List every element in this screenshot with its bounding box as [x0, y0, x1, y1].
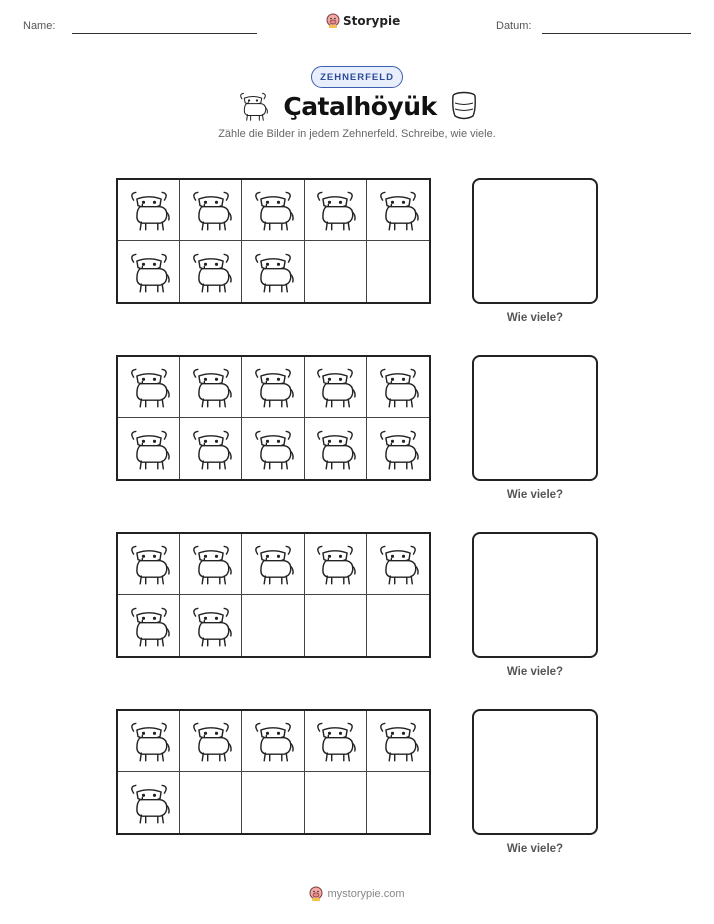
ten-frame-cell-empty: [180, 772, 242, 833]
bull-icon: [251, 720, 295, 762]
ten-frame: [116, 532, 431, 658]
bull-icon: [313, 366, 357, 408]
bull-icon: [313, 720, 357, 762]
ten-frame-cell-filled: [118, 241, 180, 302]
ten-frame-cell-filled: [367, 357, 429, 418]
date-line[interactable]: [542, 33, 691, 34]
ten-frame-cell-empty: [305, 772, 367, 833]
ten-frame-cell-filled: [367, 711, 429, 772]
ten-frame-cell-filled: [242, 418, 304, 479]
bull-icon: [251, 251, 295, 293]
bull-icon: [127, 782, 171, 824]
ten-frame-cell-filled: [118, 180, 180, 241]
bull-icon: [313, 428, 357, 470]
bull-icon: [127, 189, 171, 231]
ten-frame-cell-filled: [118, 418, 180, 479]
ten-frame-cell-empty: [367, 595, 429, 656]
bull-icon: [189, 366, 233, 408]
ten-frame-cell-filled: [118, 711, 180, 772]
bull-icon: [376, 189, 420, 231]
ten-frame-cell-filled: [367, 418, 429, 479]
answer-label: Wie viele?: [506, 666, 564, 678]
bull-icon: [189, 428, 233, 470]
ten-frame-cell-filled: [118, 595, 180, 656]
bull-icon: [189, 720, 233, 762]
pig-mascot-icon: [326, 13, 340, 29]
answer-box[interactable]: [472, 355, 598, 481]
bull-icon: [127, 428, 171, 470]
bull-icon: [127, 251, 171, 293]
bull-icon: [189, 605, 233, 647]
ten-frame: [116, 178, 431, 304]
answer-box[interactable]: [472, 178, 598, 304]
bull-icon: [127, 605, 171, 647]
bull-icon: [376, 543, 420, 585]
answer-label: Wie viele?: [506, 843, 564, 855]
bull-icon: [376, 720, 420, 762]
instructions: Zähle die Bilder in jedem Zehnerfeld. Schreibe, wie viele.: [218, 128, 496, 140]
ten-frame-cell-filled: [180, 180, 242, 241]
ten-frame-cell-filled: [305, 534, 367, 595]
ten-frame-cell-filled: [305, 180, 367, 241]
bull-icon: [237, 91, 269, 121]
ten-frame-cell-filled: [367, 180, 429, 241]
ten-frame-cell-filled: [118, 534, 180, 595]
ten-frame-cell-filled: [118, 357, 180, 418]
title-row: [0, 91, 714, 121]
ten-frame-cell-filled: [180, 595, 242, 656]
ten-frame-cell-empty: [242, 595, 304, 656]
ten-frame-cell-filled: [242, 241, 304, 302]
bull-icon: [189, 189, 233, 231]
ten-frame-cell-empty: [367, 772, 429, 833]
brand-name: Storypie: [343, 14, 401, 28]
ten-frame-cell-filled: [367, 534, 429, 595]
name-line[interactable]: [72, 33, 257, 34]
ten-frame-cell-filled: [180, 534, 242, 595]
bull-icon: [313, 189, 357, 231]
ten-frame-cell-filled: [180, 241, 242, 302]
ten-frame-cell-empty: [242, 772, 304, 833]
page-title: Çatalhöyük: [283, 91, 437, 121]
answer-box[interactable]: [472, 709, 598, 835]
ten-frame-cell-filled: [242, 534, 304, 595]
ten-frame-cell-filled: [242, 180, 304, 241]
bull-icon: [127, 720, 171, 762]
ten-frame-cell-filled: [305, 418, 367, 479]
ten-frame-cell-empty: [367, 241, 429, 302]
ten-frame-cell-filled: [118, 772, 180, 833]
bull-icon: [189, 251, 233, 293]
ten-frame-cell-filled: [242, 357, 304, 418]
ten-frame-cell-filled: [305, 711, 367, 772]
answer-label: Wie viele?: [506, 489, 564, 501]
bull-icon: [251, 189, 295, 231]
worksheet-badge: ZEHNERFELD: [311, 66, 403, 88]
bull-icon: [313, 543, 357, 585]
ten-frame-cell-filled: [180, 711, 242, 772]
pig-mascot-icon: [309, 886, 323, 902]
bull-icon: [127, 366, 171, 408]
clay-pot-icon: [451, 91, 477, 121]
ten-frame-cell-empty: [305, 595, 367, 656]
answer-label: Wie viele?: [506, 312, 564, 324]
footer: [0, 886, 714, 902]
bull-icon: [251, 543, 295, 585]
date-label: Datum:: [496, 20, 532, 32]
bull-icon: [251, 366, 295, 408]
answer-box[interactable]: [472, 532, 598, 658]
ten-frame: [116, 709, 431, 835]
name-label: Name:: [23, 20, 56, 32]
ten-frame-cell-filled: [180, 418, 242, 479]
bull-icon: [127, 543, 171, 585]
ten-frame-cell-empty: [305, 241, 367, 302]
footer-url: mystorypie.com: [327, 888, 405, 900]
bull-icon: [251, 428, 295, 470]
ten-frame-cell-filled: [305, 357, 367, 418]
ten-frame-cell-filled: [242, 711, 304, 772]
storypie-logo: [326, 13, 400, 29]
bull-icon: [376, 428, 420, 470]
bull-icon: [376, 366, 420, 408]
bull-icon: [189, 543, 233, 585]
ten-frame: [116, 355, 431, 481]
ten-frame-cell-filled: [180, 357, 242, 418]
